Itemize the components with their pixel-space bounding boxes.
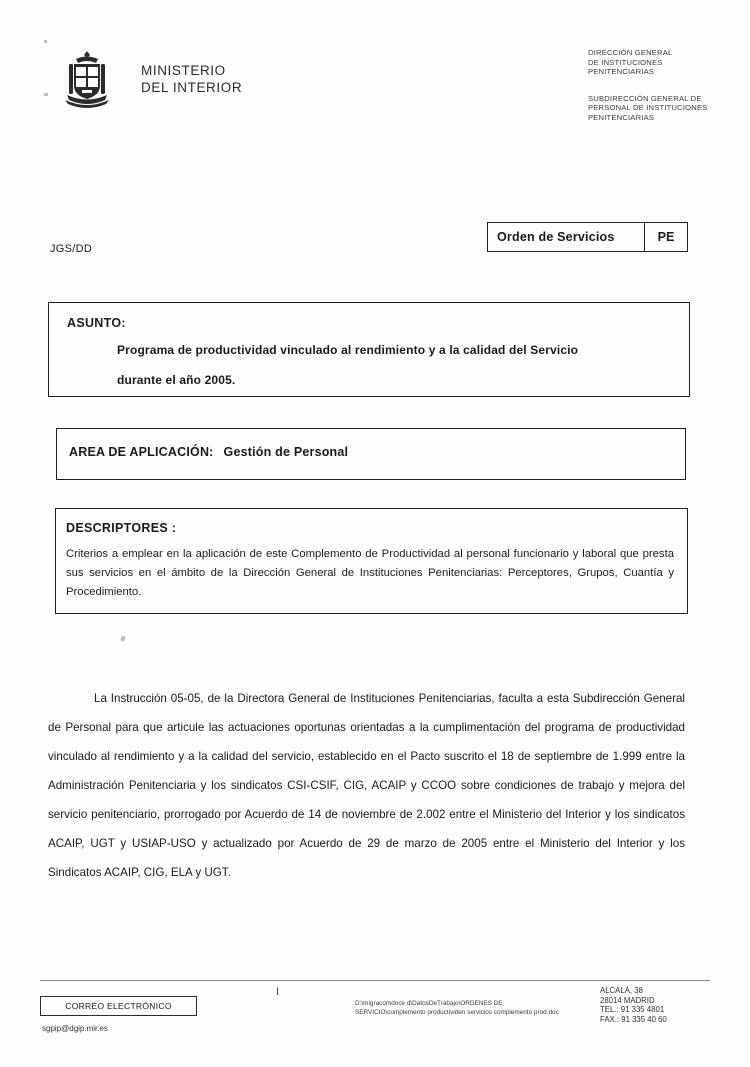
postal-address (600, 986, 667, 1024)
spain-coat-of-arms-icon (62, 50, 112, 108)
area-de-aplicacion-box (56, 428, 686, 480)
area-de-aplicacion-row (69, 445, 348, 459)
page-mark: I (276, 986, 280, 998)
scan-speck (44, 40, 47, 43)
area-de-aplicacion-title: AREA DE APLICACIÓN: (69, 445, 214, 459)
body-paragraph: La Instrucción 05-05, de la Directora General de Instituciones Penitenciarias, faculta a esta Subdirección General de Personal para que articule las actuaciones oportunas orientadas a la cumplimentación del programa de productividad vinculado al rendimiento y a la calidad del servicio, establecido en el Pacto suscrito el 18 de septiembre de 1.999 entre la Administración Penitenciaria y los sindicatos CSI-CSIF, CIG, ACAIP y CCOO sobre condiciones de trabajo y mejora del servicio penitenciario, prorrogado por Acuerdo de 14 de noviembre de 2.002 entre el Ministerio del Interior y los sindicatos ACAIP, UGT y USIAP-USO y actualizado por Acuerdo de 29 de marzo de 2005 entre el Ministerio del Interior y los Sindicatos ACAIP, CIG, ELA y UGT. (48, 692, 685, 879)
correo-electronico-label: CORREO ELECTRÓNICO (65, 1001, 172, 1011)
subdept-line-1: SUBDIRECCIÓN GENERAL DE (588, 93, 702, 103)
asunto-line-1: Programa de productividad vinculado al rendimiento y a la calidad del Servicio (117, 343, 579, 357)
address-line-4: FAX.: 91 335 40 60 (600, 1014, 667, 1024)
document-header (0, 44, 750, 154)
reference-code: JGS/DD (50, 243, 93, 255)
footer-divider (40, 980, 710, 981)
orden-de-servicios-code: PE (644, 223, 687, 251)
ministry-name (141, 62, 242, 96)
correo-electronico-box (40, 996, 197, 1016)
asunto-box (48, 302, 690, 397)
file-path-note: D:\migracomdoce d\DatosDeTrabajo\ORDENES DE SERVICIO\complemento productividen servicios complemento prod.doc (355, 1000, 559, 1016)
department-block (588, 48, 738, 122)
asunto-line-2: durante el año 2005. (117, 373, 236, 387)
ministry-line-1: MINISTERIO (141, 63, 226, 78)
dept-line-1: DIRECCIÓN GENERAL (588, 48, 673, 57)
descriptores-body: Criterios a emplear en la aplicación de este Complemento de Productividad al personal funcionario y laboral que presta sus servicios en el ámbito de la Dirección General de Instituciones Penitenciarias: Perceptores, Grupos, Cuantía y Procedimiento. (66, 548, 674, 598)
correo-electronico-address: sgpip@dgip.mir.es (42, 1024, 108, 1033)
subdept-line-2: PERSONAL DE INSTITUCIONES (588, 103, 708, 112)
dept-line-3: PENITENCIARIAS (588, 67, 655, 76)
area-de-aplicacion-value: Gestión de Personal (223, 445, 349, 459)
address-line-1: ALCALÁ, 38 (600, 986, 643, 995)
orden-de-servicios-label: Orden de Servicios (497, 230, 615, 244)
address-line-3: TEL.: 91 335 4801 (600, 1005, 665, 1015)
ministry-line-2: DEL INTERIOR (141, 80, 243, 95)
address-line-2: 28014 MADRID (600, 995, 655, 1005)
scan-speck (120, 635, 125, 641)
subdept-line-3: PENITENCIARIAS (588, 112, 655, 122)
descriptores-box (55, 508, 688, 614)
descriptores-title: DESCRIPTORES : (66, 521, 177, 535)
orden-de-servicios-box (487, 222, 688, 252)
asunto-title: ASUNTO: (67, 316, 126, 330)
dept-line-2: DE INSTITUCIONES (588, 57, 663, 67)
